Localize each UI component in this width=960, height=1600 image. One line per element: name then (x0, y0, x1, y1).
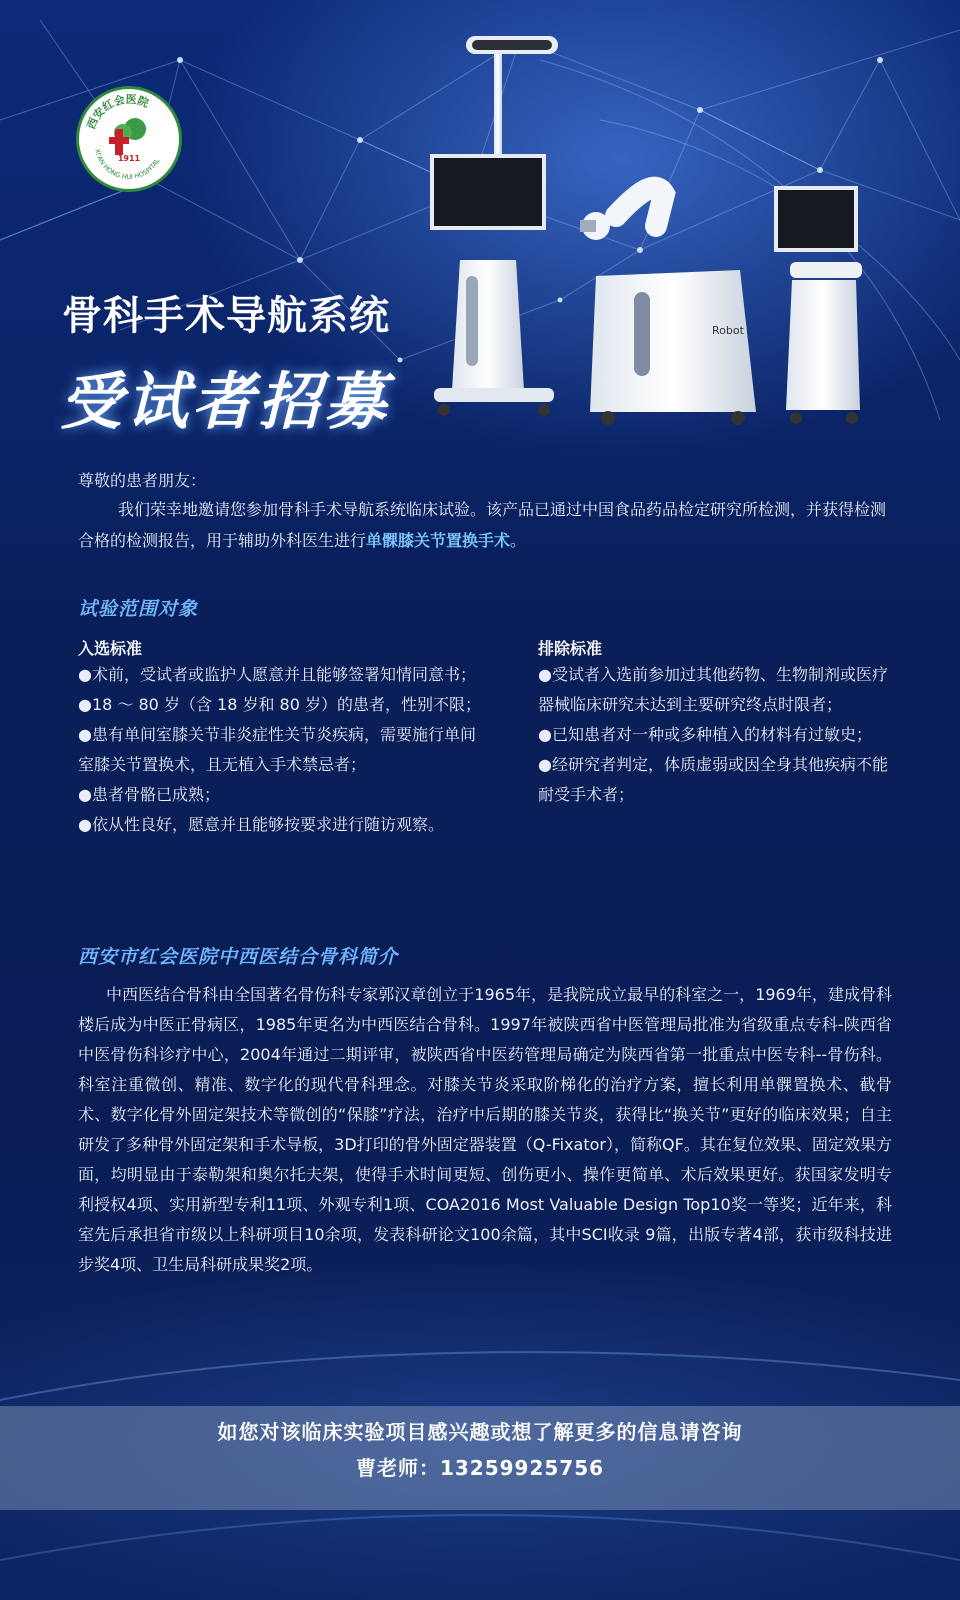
logo-year: 1911 (117, 154, 141, 163)
intro-paragraph (78, 494, 890, 556)
exclusion-list (538, 660, 888, 810)
department-section-title: 西安市红会医院中西医结合骨科简介 (78, 946, 399, 968)
inclusion-item: ●依从性良好，愿意并且能够按要求进行随访观察。 (78, 815, 444, 834)
inclusion-item: ●患有单间室膝关节非炎症性关节炎疾病，需要施行单间室膝关节置换术，且无植入手术禁忌者； (78, 725, 476, 774)
logo-arc-text: 西安红会医院 (84, 92, 151, 132)
exclusion-item: ●受试者入选前参加过其他药物、生物制剂或医疗器械临床研究未达到主要研究终点时限者； (538, 665, 888, 714)
inclusion-title: 入选标准 (78, 639, 143, 658)
greeting: 尊敬的患者朋友： (78, 471, 207, 490)
inclusion-item: ●术前，受试者或监护人愿意并且能够签署知情同意书； (78, 665, 476, 684)
scope-section-title: 试验范围对象 (78, 598, 199, 620)
recruitment-headline: 受试者招募 (60, 365, 391, 438)
robot-label: Robot (712, 324, 744, 337)
surgical-robot-illustration (420, 30, 880, 430)
intro-highlight: 单髁膝关节置换手术 (366, 531, 511, 550)
inclusion-item: ●患者骨骼已成熟； (78, 785, 220, 804)
logo-english: XI'AN HONG HUI HOSPITAL (93, 148, 162, 182)
inclusion-item: ●18 ～ 80 岁（含 18 岁和 80 岁）的患者，性别不限； (78, 695, 482, 714)
contact-phone: 曹老师：13259925756 (355, 1456, 605, 1480)
intro-end: 。 (510, 531, 527, 550)
exclusion-title: 排除标准 (538, 639, 603, 658)
exclusion-item: ●已知患者对一种或多种植入的材料有过敏史； (538, 725, 872, 744)
inclusion-list (78, 660, 488, 840)
exclusion-item: ●经研究者判定，体质虚弱或因全身其他疾病不能耐受手术者； (538, 755, 888, 804)
intro-text: 我们荣幸地邀请您参加骨科手术导航系统临床试验。该产品已通过中国食品药品检定研究所检测，并获得检测合格的检测报告，用于辅助外科医生进行 (78, 500, 887, 550)
page-title: 骨科手术导航系统 (62, 293, 390, 339)
hospital-logo (76, 86, 182, 192)
contact-prompt: 如您对该临床实验项目感兴趣或想了解更多的信息请咨询 (217, 1420, 743, 1444)
department-description: 中西医结合骨科由全国著名骨伤科专家郭汉章创立于1965年，是我院成立最早的科室之一，1969年，建成骨科楼后成为中医正骨病区，1985年更名为中西医结合骨科。1997年被陕西省中医管理局批准为省级重点专科-陕西省中医骨伤科诊疗中心，2004年通过二期评审，被陕西省中医药管理局确定为陕西省第一批重点中医专科--骨伤科。科室注重微创、精准、数字化的现代骨科理念。对膝关节炎采取阶梯化的治疗方案，擅长利用单髁置换术、截骨术、数字化骨外固定架技术等微创的“保膝”疗法，治疗中后期的膝关节炎，获得比“换关节”更好的临床效果；自主研发了多种骨外固定架和手术导板，3D打印的骨外固定器装置（Q-Fixator），简称QF。其在复位效果、固定效果方面，均明显由于泰勒架和奥尔托夫架，使得手术时间更短、创伤更小、操作更简单、术后效果更好。获国家发明专利授权4项、实用新型专利11项、外观专利1项、COA2016 Most Valuable Design Top10奖一等奖；近年来，科室先后承担省市级以上科研项目10余项，发表科研论文100余篇，其中SCI收录 9篇，出版专著4部，获市级科技进步奖4项、卫生局科研成果奖2项。 (78, 985, 892, 1274)
